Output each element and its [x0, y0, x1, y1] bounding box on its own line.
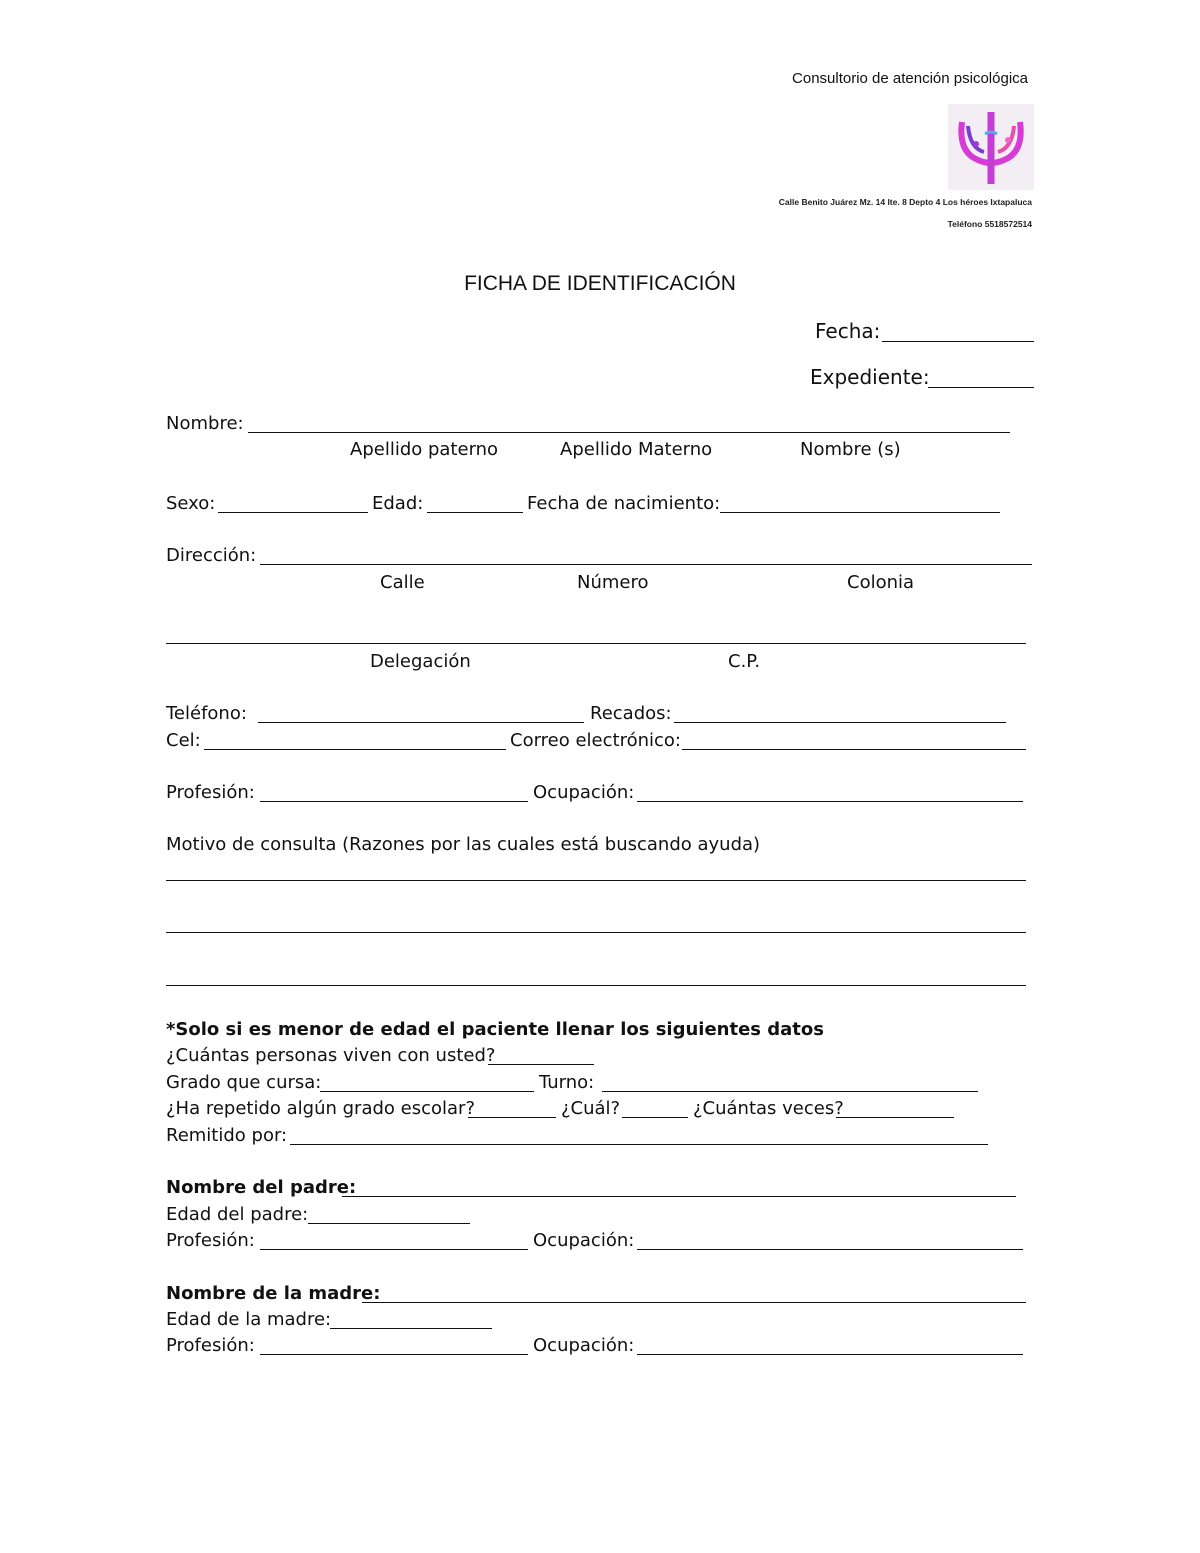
madre-nombre-field[interactable] — [362, 1302, 1026, 1303]
motivo-line-3[interactable] — [166, 985, 1026, 986]
psi-logo-icon — [948, 104, 1034, 190]
madre-ocupacion-label: Ocupación: — [533, 1335, 635, 1356]
personas-field[interactable] — [488, 1064, 594, 1065]
menor-heading: *Solo si es menor de edad el paciente llenar los siguientes datos — [166, 1019, 824, 1040]
grado-field[interactable] — [320, 1091, 534, 1092]
form-title: FICHA DE IDENTIFICACIÓN — [464, 272, 736, 295]
madre-edad-label: Edad de la madre: — [166, 1309, 332, 1330]
remitido-field[interactable] — [290, 1144, 988, 1145]
cel-label: Cel: — [166, 730, 201, 751]
edad-label: Edad: — [372, 493, 424, 514]
motivo-line-2[interactable] — [166, 932, 1026, 933]
fecha-nacimiento-field[interactable] — [720, 512, 1000, 513]
expediente-field[interactable] — [928, 387, 1034, 388]
nombre-label: Nombre: — [166, 413, 244, 434]
telefono-field[interactable] — [258, 722, 584, 723]
padre-nombre-field[interactable] — [342, 1196, 1016, 1197]
madre-nombre-label: Nombre de la madre: — [166, 1283, 381, 1304]
cp-caption: C.P. — [728, 651, 761, 672]
turno-field[interactable] — [602, 1091, 978, 1092]
direccion-label: Dirección: — [166, 545, 257, 566]
delegacion-caption: Delegación — [370, 651, 471, 672]
padre-profesion-field[interactable] — [260, 1249, 528, 1250]
recados-label: Recados: — [590, 703, 672, 724]
colonia-caption: Colonia — [847, 572, 915, 593]
turno-label: Turno: — [539, 1072, 595, 1093]
calle-caption: Calle — [380, 572, 425, 593]
personas-label: ¿Cuántas personas viven con usted? — [166, 1045, 496, 1066]
nombres-caption: Nombre (s) — [800, 439, 901, 460]
ocupacion-field[interactable] — [637, 801, 1023, 802]
cel-field[interactable] — [204, 749, 506, 750]
ocupacion-label: Ocupación: — [533, 782, 635, 803]
madre-ocupacion-field[interactable] — [637, 1354, 1023, 1355]
edad-field[interactable] — [427, 512, 523, 513]
repetido-label: ¿Ha repetido algún grado escolar? — [166, 1098, 475, 1119]
office-name: Consultorio de atención psicológica — [792, 70, 1028, 87]
profesion-field[interactable] — [260, 801, 528, 802]
expediente-label: Expediente: — [810, 365, 930, 389]
madre-edad-field[interactable] — [330, 1328, 492, 1329]
cual-label: ¿Cuál? — [561, 1098, 621, 1119]
madre-profesion-label: Profesión: — [166, 1335, 255, 1356]
grado-label: Grado que cursa: — [166, 1072, 322, 1093]
fecha-field[interactable] — [882, 341, 1034, 342]
padre-ocupacion-label: Ocupación: — [533, 1230, 635, 1251]
padre-nombre-label: Nombre del padre: — [166, 1177, 357, 1198]
apellido-paterno-caption: Apellido paterno — [350, 439, 499, 460]
telefono-label: Teléfono: — [166, 703, 247, 724]
numero-caption: Número — [577, 572, 649, 593]
fecha-label: Fecha: — [815, 319, 881, 343]
office-address: Calle Benito Juárez Mz. 14 lte. 8 Depto 4 Los héroes Ixtapaluca — [778, 197, 1032, 207]
nombre-field[interactable] — [248, 432, 1010, 433]
remitido-label: Remitido por: — [166, 1125, 288, 1146]
office-phone: Teléfono 5518572514 — [947, 219, 1032, 229]
correo-field[interactable] — [682, 749, 1026, 750]
veces-field[interactable] — [836, 1117, 954, 1118]
recados-field[interactable] — [674, 722, 1006, 723]
padre-edad-field[interactable] — [308, 1223, 470, 1224]
fecha-nacimiento-label: Fecha de nacimiento: — [527, 493, 721, 514]
padre-edad-label: Edad del padre: — [166, 1204, 309, 1225]
sexo-field[interactable] — [218, 512, 368, 513]
correo-label: Correo electrónico: — [510, 730, 681, 751]
apellido-materno-caption: Apellido Materno — [560, 439, 713, 460]
repetido-field[interactable] — [468, 1117, 556, 1118]
sexo-label: Sexo: — [166, 493, 216, 514]
veces-label: ¿Cuántas veces? — [693, 1098, 844, 1119]
profesion-label: Profesión: — [166, 782, 255, 803]
motivo-label: Motivo de consulta (Razones por las cuales está buscando ayuda) — [166, 834, 761, 855]
motivo-line-1[interactable] — [166, 880, 1026, 881]
padre-profesion-label: Profesión: — [166, 1230, 255, 1251]
direccion-field[interactable] — [260, 564, 1032, 565]
madre-profesion-field[interactable] — [260, 1354, 528, 1355]
direccion-line-2[interactable] — [166, 643, 1026, 644]
cual-field[interactable] — [622, 1117, 688, 1118]
padre-ocupacion-field[interactable] — [637, 1249, 1023, 1250]
